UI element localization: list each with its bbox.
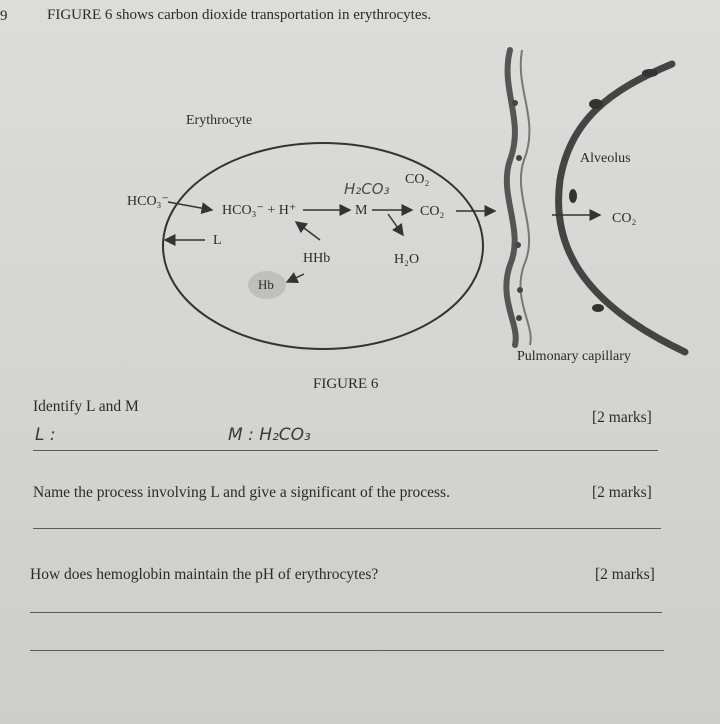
question-number: 9 xyxy=(0,8,8,24)
answer-line-4[interactable] xyxy=(30,650,664,651)
question-3-marks: [2 marks] xyxy=(595,566,655,583)
capillary-wall xyxy=(506,50,515,345)
l-label: L xyxy=(213,233,222,248)
capillary-nucleus xyxy=(516,315,522,321)
hco3-outside-label: HCO₃⁻ xyxy=(127,194,169,209)
pulmonary-capillary-label: Pulmonary capillary xyxy=(517,349,631,364)
alveolus-cell xyxy=(589,99,603,109)
arrow-to-hb xyxy=(287,274,304,282)
answer-line-3[interactable] xyxy=(30,612,662,613)
capillary-nucleus xyxy=(515,242,521,248)
capillary-wall-outer xyxy=(520,50,530,345)
capillary-nucleus xyxy=(516,155,522,161)
alveolus-cell xyxy=(569,189,577,203)
answer-line-2[interactable] xyxy=(33,528,661,529)
hco3-h-label: HCO₃⁻ + H⁺ xyxy=(222,203,297,218)
question-1-marks: [2 marks] xyxy=(592,409,652,426)
figure-caption: FIGURE 6 xyxy=(313,376,379,392)
question-1-text: Identify L and M xyxy=(33,398,139,415)
hhb-label: HHb xyxy=(303,251,331,266)
arrow-to-h2o xyxy=(388,214,403,235)
erythrocyte-label: Erythrocyte xyxy=(186,113,253,128)
figure-title: FIGURE 6 shows carbon dioxide transportation in erythrocytes. xyxy=(47,7,432,23)
question-2-text: Name the process involving L and give a significant of the process. xyxy=(33,484,450,501)
alveolus-wall xyxy=(559,64,685,352)
m-label: M xyxy=(355,203,368,218)
question-3-text: How does hemoglobin maintain the pH of erythrocytes? xyxy=(30,566,379,583)
alveolus-label: Alveolus xyxy=(580,151,631,166)
co2-right-label: CO₂ xyxy=(420,204,445,219)
handwritten-h2co3: H₂CO₃ xyxy=(344,180,390,198)
answer-line-1[interactable] xyxy=(33,450,658,451)
alveolus-cell xyxy=(642,69,658,77)
co2-alveolus-label: CO₂ xyxy=(612,211,637,226)
arrow-hhb-h xyxy=(296,222,320,240)
h2o-label: H₂O xyxy=(394,252,420,267)
answer-m[interactable]: M : H₂CO₃ xyxy=(228,425,311,445)
answer-l[interactable]: L : xyxy=(35,425,56,445)
alveolus-cell xyxy=(592,304,604,312)
capillary-nucleus xyxy=(517,287,523,293)
erythrocyte-cell xyxy=(163,143,483,349)
question-2-marks: [2 marks] xyxy=(592,484,652,501)
capillary-nucleus xyxy=(512,100,518,106)
hb-label: Hb xyxy=(258,277,274,292)
co2-top-label: CO₂ xyxy=(405,172,430,187)
